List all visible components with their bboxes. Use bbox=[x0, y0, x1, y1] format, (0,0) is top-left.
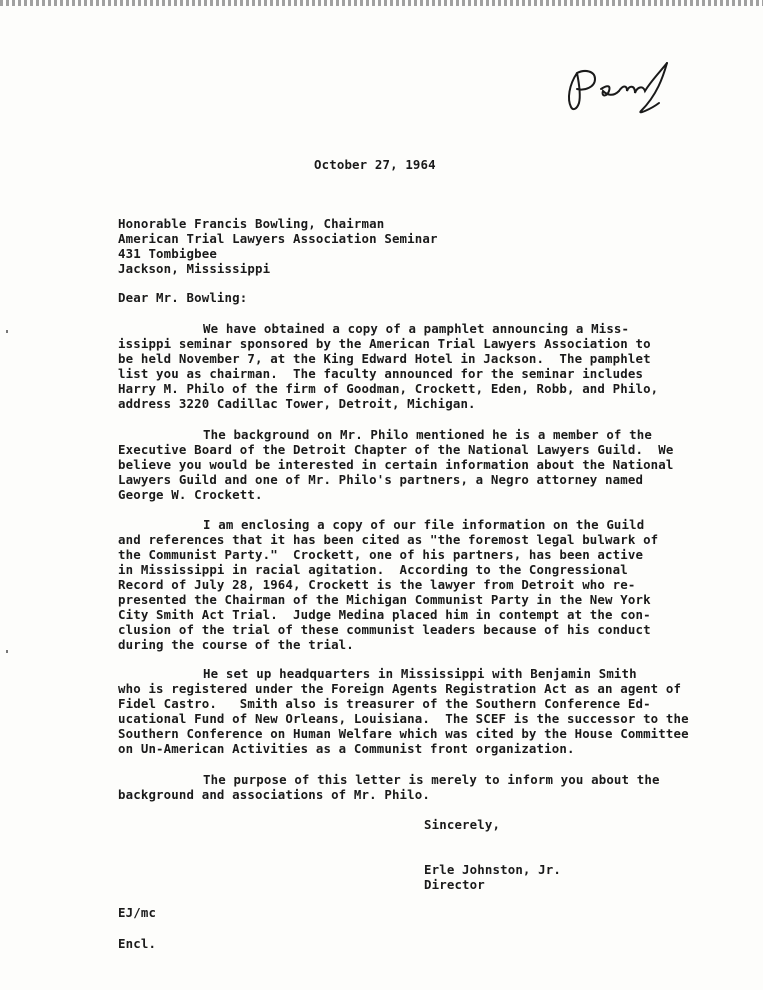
addressee-line: 431 Tombigbee bbox=[118, 246, 217, 261]
body-line: Record of July 28, 1964, Crockett is the lawyer from Detroit who re- bbox=[118, 577, 636, 592]
body-line: ucational Fund of New Orleans, Louisiana. The SCEF is the successor to the bbox=[118, 711, 689, 726]
addressee-line: Honorable Francis Bowling, Chairman bbox=[118, 216, 385, 231]
signer-name: Erle Johnston, Jr. bbox=[424, 862, 561, 877]
scan-speck bbox=[6, 650, 8, 653]
body-line: He set up headquarters in Mississippi with Benjamin Smith bbox=[203, 666, 637, 681]
reference-initials: EJ/mc bbox=[118, 905, 157, 920]
body-line: in Mississippi in racial agitation. According to the Congressional bbox=[118, 562, 628, 577]
closing: Sincerely, bbox=[424, 817, 501, 832]
body-line: during the course of the trial. bbox=[118, 637, 354, 652]
body-line: believe you would be interested in certain information about the National bbox=[118, 457, 674, 472]
body-line: be held November 7, at the King Edward Hotel in Jackson. The pamphlet bbox=[118, 351, 651, 366]
body-line: clusion of the trial of these communist leaders because of his conduct bbox=[118, 622, 651, 637]
perforated-top-edge bbox=[0, 0, 763, 6]
handwritten-annotation bbox=[555, 55, 705, 125]
addressee-line: Jackson, Mississippi bbox=[118, 261, 271, 276]
letter-date: October 27, 1964 bbox=[314, 157, 436, 172]
body-line: The background on Mr. Philo mentioned he is a member of the bbox=[203, 427, 652, 442]
addressee-line: American Trial Lawyers Association Seminar bbox=[118, 231, 438, 246]
body-line: Southern Conference on Human Welfare which was cited by the House Committee bbox=[118, 726, 689, 741]
body-line: George W. Crockett. bbox=[118, 487, 263, 502]
body-line: Lawyers Guild and one of Mr. Philo's partners, a Negro attorney named bbox=[118, 472, 644, 487]
body-line: City Smith Act Trial. Judge Medina placed him in contempt at the con- bbox=[118, 607, 651, 622]
signer-title: Director bbox=[424, 877, 485, 892]
body-line: background and associations of Mr. Philo. bbox=[118, 787, 431, 802]
body-line: the Communist Party." Crockett, one of his partners, has been active bbox=[118, 547, 644, 562]
body-line: Harry M. Philo of the firm of Goodman, Crockett, Eden, Robb, and Philo, bbox=[118, 381, 659, 396]
body-line: address 3220 Cadillac Tower, Detroit, Michigan. bbox=[118, 396, 476, 411]
body-line: on Un-American Activities as a Communist front organization. bbox=[118, 741, 575, 756]
body-line: Fidel Castro. Smith also is treasurer of the Southern Conference Ed- bbox=[118, 696, 651, 711]
body-line: Executive Board of the Detroit Chapter of the National Lawyers Guild. We bbox=[118, 442, 674, 457]
body-line: presented the Chairman of the Michigan Communist Party in the New York bbox=[118, 592, 651, 607]
body-line: We have obtained a copy of a pamphlet announcing a Miss- bbox=[203, 321, 630, 336]
body-line: who is registered under the Foreign Agents Registration Act as an agent of bbox=[118, 681, 682, 696]
scan-speck bbox=[6, 330, 8, 333]
enclosure-notation: Encl. bbox=[118, 936, 157, 951]
body-line: and references that it has been cited as "the foremost legal bulwark of bbox=[118, 532, 659, 547]
body-line: issippi seminar sponsored by the American Trial Lawyers Association to bbox=[118, 336, 651, 351]
body-line: I am enclosing a copy of our file information on the Guild bbox=[203, 517, 645, 532]
body-line: list you as chairman. The faculty announced for the seminar includes bbox=[118, 366, 644, 381]
salutation: Dear Mr. Bowling: bbox=[118, 290, 248, 305]
body-line: The purpose of this letter is merely to inform you about the bbox=[203, 772, 660, 787]
